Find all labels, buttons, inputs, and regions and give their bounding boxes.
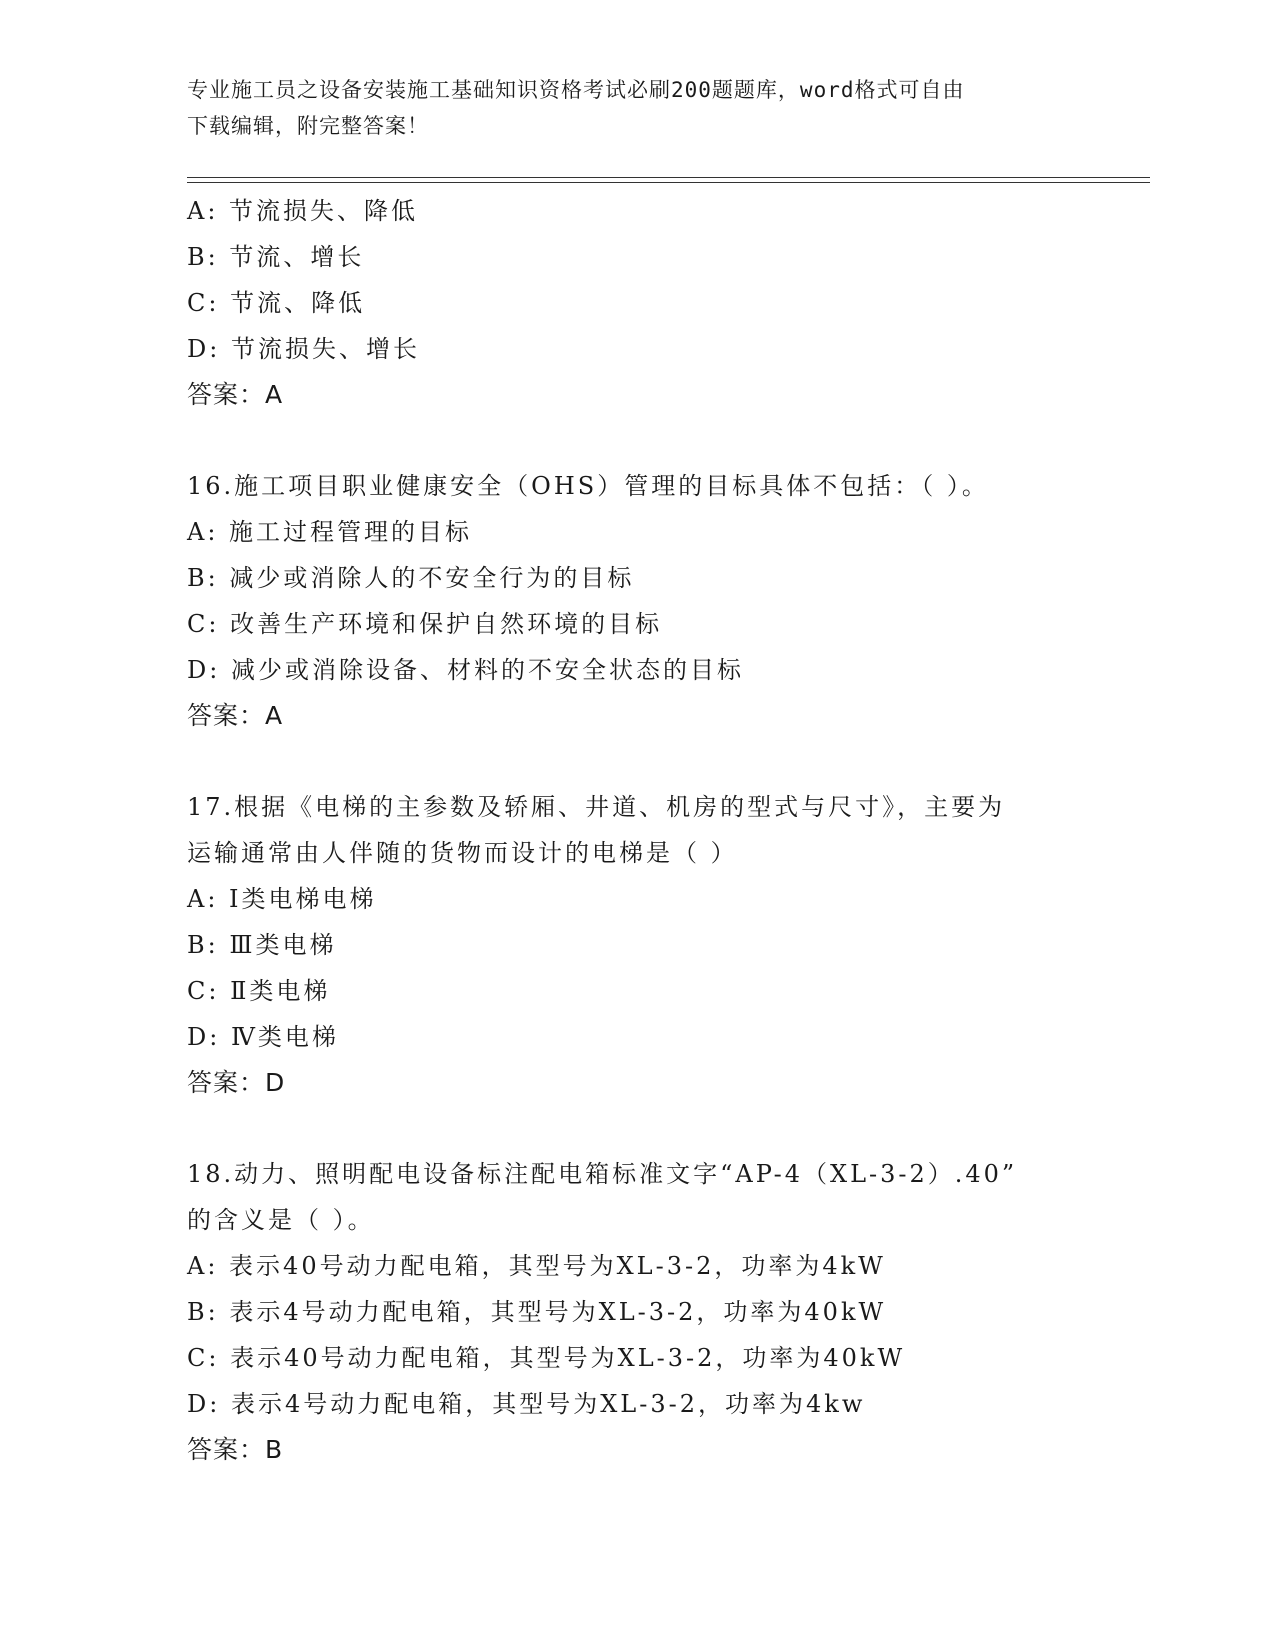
- option-b: B: Ⅲ类电梯: [187, 931, 337, 959]
- option-b: B: 表示4号动力配电箱，其型号为XL-3-2，功率为40kW: [187, 1298, 887, 1326]
- option-d: D: 节流损失、增长: [187, 335, 420, 363]
- option-b: B: 节流、增长: [187, 243, 365, 271]
- question-18: [187, 1151, 1087, 1473]
- option-d: D: Ⅳ类电梯: [187, 1023, 339, 1051]
- question-list: [187, 188, 1087, 1473]
- option-a: A: 表示40号动力配电箱，其型号为XL-3-2，功率为4kW: [187, 1252, 886, 1280]
- option-d: D: 减少或消除设备、材料的不安全状态的目标: [187, 656, 744, 684]
- question-stem: 16.施工项目职业健康安全（OHS）管理的目标具体不包括：（ ）。: [187, 472, 989, 500]
- option-c: C: Ⅱ类电梯: [187, 977, 331, 1005]
- answer-line: 答案：A: [187, 701, 284, 730]
- header-line-1: 专业施工员之设备安装施工基础知识资格考试必刷200题题库，word格式可自由: [187, 78, 965, 102]
- option-a: A: 节流损失、降低: [187, 197, 419, 225]
- option-d: D: 表示4号动力配电箱，其型号为XL-3-2，功率为4kw: [187, 1390, 866, 1418]
- question-15: [187, 188, 1087, 418]
- option-b: B: 减少或消除人的不安全行为的目标: [187, 564, 635, 592]
- question-spacer: [187, 418, 1087, 463]
- header-divider-bottom: [187, 182, 1150, 183]
- question-stem-continued: 的含义是（ ）。: [187, 1206, 375, 1234]
- header-divider-top: [187, 177, 1150, 178]
- question-stem: 17.根据《电梯的主参数及轿厢、井道、机房的型式与尺寸》，主要为: [187, 793, 1006, 821]
- document-header: [187, 72, 1067, 144]
- option-c: C: 改善生产环境和保护自然环境的目标: [187, 610, 663, 638]
- question-spacer: [187, 1106, 1087, 1151]
- question-stem: 18.动力、照明配电设备标注配电箱标准文字“AP-4（XL-3-2）.40”: [187, 1160, 1018, 1188]
- option-c: C: 节流、降低: [187, 289, 366, 317]
- answer-line: 答案：D: [187, 1068, 286, 1097]
- option-c: C: 表示40号动力配电箱，其型号为XL-3-2，功率为40kW: [187, 1344, 906, 1372]
- answer-line: 答案：A: [187, 380, 284, 409]
- option-a: A: Ⅰ类电梯电梯: [187, 885, 377, 913]
- answer-line: 答案：B: [187, 1435, 284, 1464]
- header-line-2: 下载编辑，附完整答案！: [187, 114, 429, 138]
- option-a: A: 施工过程管理的目标: [187, 518, 473, 546]
- question-stem-continued: 运输通常由人伴随的货物而设计的电梯是（ ）: [187, 839, 738, 867]
- question-17: [187, 784, 1087, 1106]
- question-spacer: [187, 739, 1087, 784]
- question-16: [187, 463, 1087, 739]
